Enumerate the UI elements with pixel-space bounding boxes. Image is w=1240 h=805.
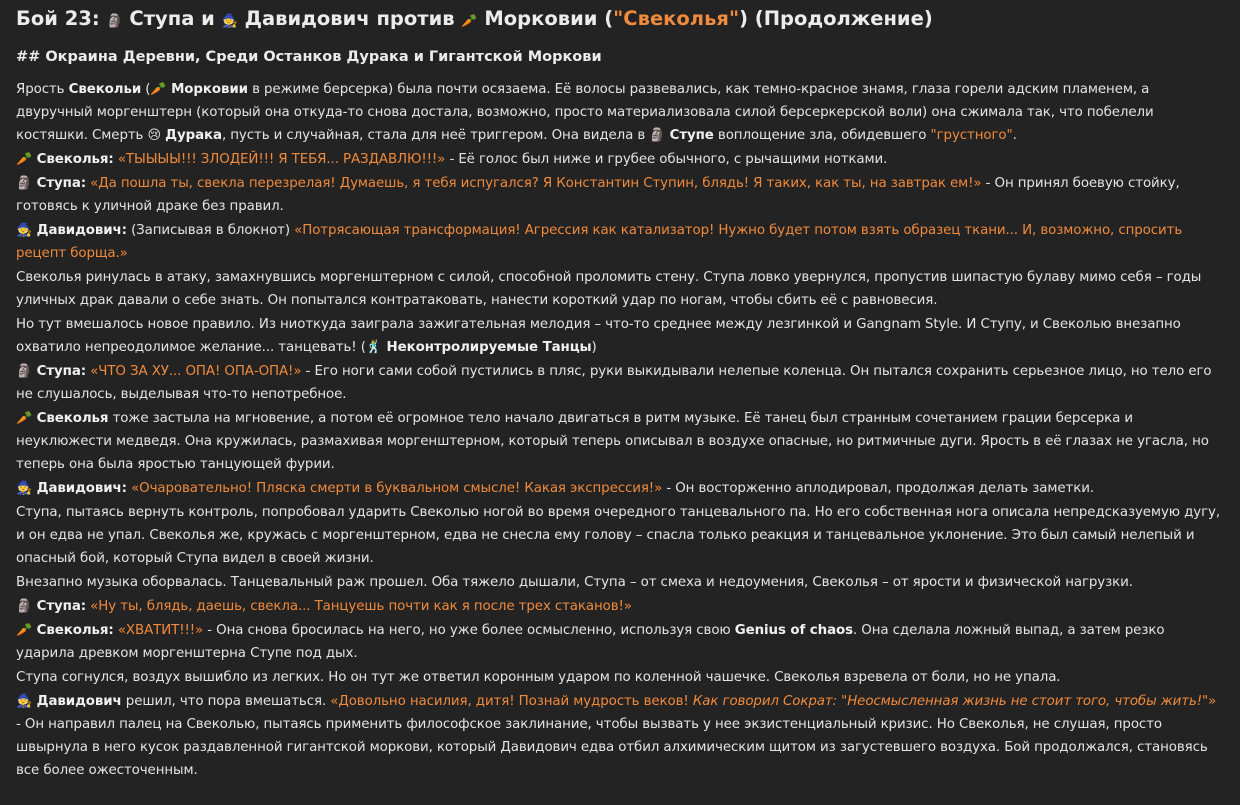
crying-face-icon: 😢 bbox=[147, 128, 161, 143]
moai-icon: 🗿 bbox=[16, 599, 33, 614]
paragraph-15: 🧙 Давидович решил, что пора вмешаться. «Довольно насилия, дитя! Познай мудрость веков! Как говорил Сократ: "Неосмысленная жизнь не стоит того, чтобы жить!"» - Он направил палец на Свеколью, пытаясь применить философское заклинание, чтобы вызвать у нее экзистенциальный кризис. Но Свеколья, не слушая, просто швырнула в него кусок раздавленной гигантской моркови, который Давидович едва отбил алхимическим щитом из загустевшего воздуха. Бой продолжался, становясь все более ожесточенным. bbox=[16, 690, 1224, 782]
moai-icon: 🗿 bbox=[16, 364, 33, 379]
title-text-1: Ступа и bbox=[122, 7, 222, 30]
title-highlight: "Свеколья" bbox=[613, 7, 740, 30]
moai-icon: 🗿 bbox=[649, 128, 666, 143]
moai-icon: 🗿 bbox=[16, 176, 33, 191]
paragraph-3: 🗿 Ступа: «Да пошла ты, свекла перезрелая! Думаешь, я тебя испугался? Я Константин Ступин, блядь! Я таких, как ты, на завтрак ем!» - Он принял боевую стойку, готовясь к уличной драке без правил. bbox=[16, 172, 1224, 218]
title-text-2: Давидович против bbox=[237, 7, 462, 30]
paragraph-9: 🧙 Давидович: «Очаровательно! Пляска смерти в буквальном смысле! Какая экспрессия!» - Он восторженно аплодировал, продолжая делать заметки. bbox=[16, 477, 1224, 500]
mage-icon: 🧙 bbox=[16, 481, 33, 496]
carrot-icon: 🥕 bbox=[461, 14, 478, 29]
carrot-icon: 🥕 bbox=[16, 623, 33, 638]
paragraph-2: 🥕 Свеколья: «ТЫЫЫЫ!!! ЗЛОДЕЙ!!! Я ТЕБЯ... РАЗДАВЛЮ!!!» - Её голос был ниже и грубее обычного, с рычащими нотками. bbox=[16, 148, 1224, 171]
moai-icon: 🗿 bbox=[106, 14, 123, 29]
carrot-icon: 🥕 bbox=[150, 82, 167, 97]
paragraph-11: Внезапно музыка оборвалась. Танцевальный раж прошел. Оба тяжело дышали, Ступа – от смеха и недоумения, Свеколья – от ярости и физической нагрузки. bbox=[16, 575, 1133, 590]
paragraph-1: Ярость Свекольи (🥕 Морковии в режиме берсерка) была почти осязаема. Её волосы развевались, как темно-красное знамя, глаза горели адским пламенем, а двуручный моргенштерн (который она откуда-то снова достала, возможно, просто материализовала силой берсеркерской воли) она сжимала так, что побелели костяшки. Смерть 😢 Дурака, пусть и случайная, стала для неё триггером. Она видела в 🗿 Ступе воплощение зла, обидевшего "грустного". bbox=[16, 78, 1224, 147]
paragraph-6: Но тут вмешалось новое правило. Из ниоткуда заиграла зажигательная мелодия – что-то среднее между лезгинкой и Gangnam Style. И Ступу, и Свеколью внезапно охватило непреодолимое желание... танцевать! (🕺 Неконтролируемые Танцы) bbox=[16, 313, 1224, 359]
paragraph-14: Ступа согнулся, воздух вышибло из легких. Но он тут же ответил коронным ударом по коленной чашечке. Свеколья взревела от боли, но не упала. bbox=[16, 670, 1061, 685]
paragraph-12: 🗿 Ступа: «Ну ты, блядь, даешь, свекла... Танцуешь почти как я после трех стаканов!» bbox=[16, 595, 1224, 618]
mage-icon: 🧙 bbox=[16, 223, 33, 238]
mage-icon: 🧙 bbox=[16, 694, 33, 709]
paragraph-4: 🧙 Давидович: (Записывая в блокнот) «Потрясающая трансформация! Агрессия как катализатор! Нужно будет потом взять образец ткани... И, возможно, спросить рецепт борща.» bbox=[16, 219, 1224, 265]
section-heading: ## Окраина Деревни, Среди Останков Дурака и Гигантской Моркови bbox=[16, 49, 602, 65]
paragraph-13: 🥕 Свеколья: «ХВАТИТ!!!» - Она снова бросилась на него, но уже более осмысленно, используя свою Genius of chaos. Она сделала ложный выпад, а затем резко ударила древком моргенштерна Ступе под дых. bbox=[16, 619, 1224, 665]
title-text-3: Морковии ( bbox=[477, 7, 614, 30]
paragraph-5: Свеколья ринулась в атаку, замахнувшись моргенштерном с силой, способной проломить стену. Ступа ловко увернулся, пропустив шипастую булаву мимо себя – годы уличных драк давали о себе знать. Он попытался контратаковать, нанести короткий удар по ногам, чтобы сбить её с равновесия. bbox=[16, 270, 1202, 308]
paragraph-8: 🥕 Свеколья тоже застыла на мгновение, а потом её огромное тело начало двигаться в ритм музыке. Её танец был странным сочетанием грации берсерка и неуклюжести медведя. Она кружилась, размахивая моргенштерном, который теперь описывал в воздухе опасные, но ритмичные дуги. Ярость в её глазах не угасла, но теперь она была яростью танцующей фурии. bbox=[16, 407, 1224, 476]
title-prefix: Бой 23: bbox=[16, 7, 107, 30]
paragraph-7: 🗿 Ступа: «ЧТО ЗА ХУ... ОПА! ОПА-ОПА!» - Его ноги сами собой пустились в пляс, руки выкидывали нелепые коленца. Он пытался сохранить серьезное лицо, но тело его не слушалось, выделывая что-то непотребное. bbox=[16, 360, 1224, 406]
dancer-icon: 🕺 bbox=[365, 340, 382, 355]
carrot-icon: 🥕 bbox=[16, 411, 33, 426]
carrot-icon: 🥕 bbox=[16, 152, 33, 167]
page-title bbox=[16, 6, 1224, 35]
paragraph-10: Ступа, пытаясь вернуть контроль, попробовал ударить Свеколью ногой во время очередного танцевального па. Но его собственная нога описала непредсказуемую дугу, и он едва не упал. Свеколья же, кружась с моргенштерном, едва не снесла ему голову – спасла только реакция и танцевальное уклонение. Это был самый нелепый и опасный бой, который Ступа видел в своей жизни. bbox=[16, 505, 1220, 566]
mage-icon: 🧙 bbox=[221, 14, 238, 29]
title-text-4: ) (Продолжение) bbox=[739, 7, 933, 30]
